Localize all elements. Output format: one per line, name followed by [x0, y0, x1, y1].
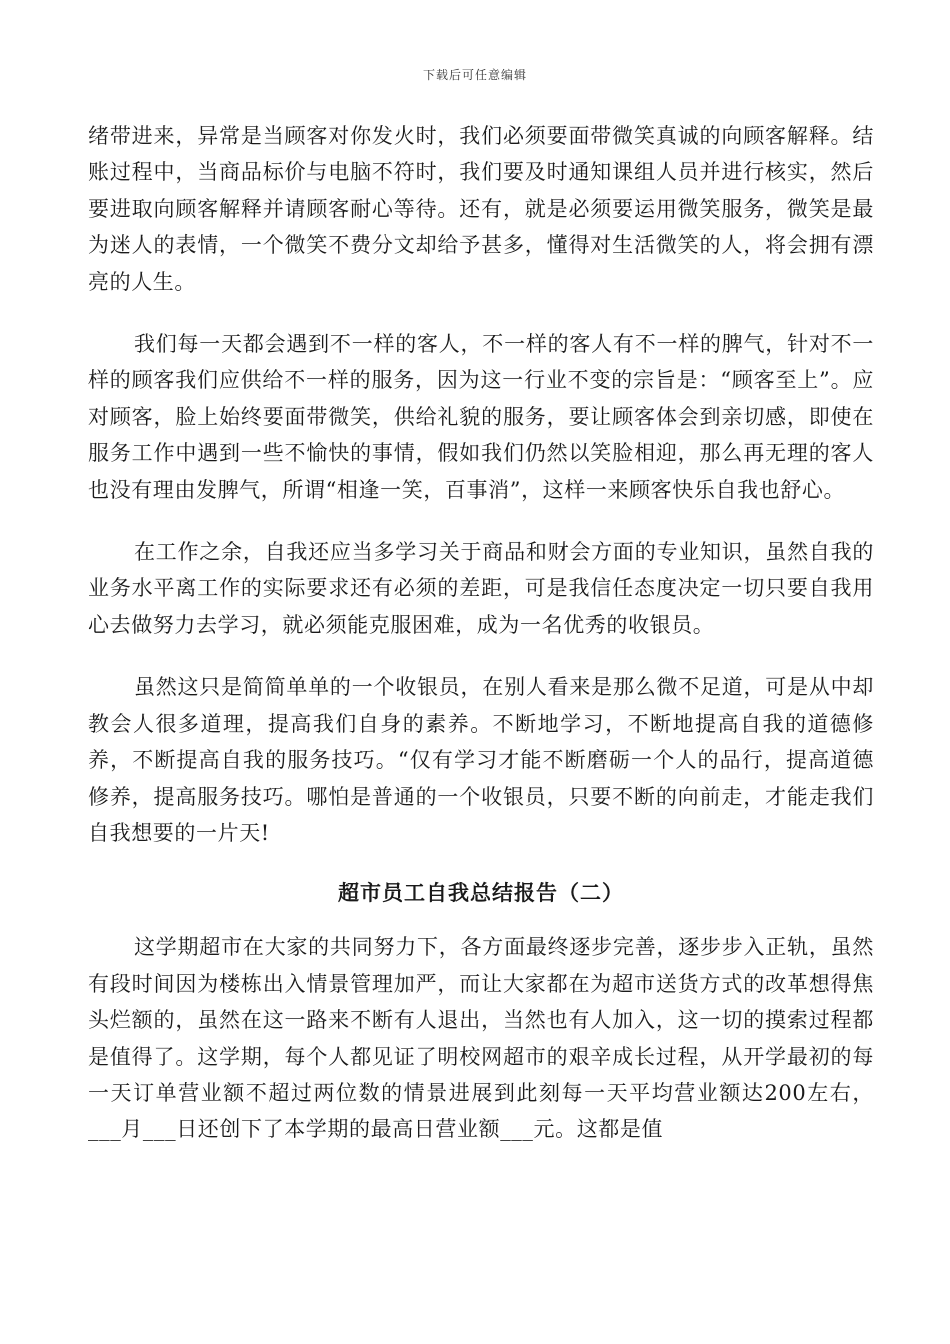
- section-title: 超市员工自我总结报告（二）: [338, 880, 624, 906]
- paragraph-2: 我们每一天都会遇到不一样的客人，不一样的客人有不一样的脾气，针对不一样的顾客我们应供给不一样的服务，因为这一行业不变的宗旨是：“顾客至上”。应对顾客，脸上始终要面带微笑，供给礼貌的服务，要让顾客体会到亲切感，即使在服务工作中遇到一些不愉快的事情，假如我们仍然以笑脸相迎，那么再无理的客人也没有理由发脾气，所谓“相逢一笑，百事消”，这样一来顾客快乐自我也舒心。: [88, 332, 874, 502]
- page-header: 下载后可任意编辑: [422, 68, 527, 82]
- paragraph-4: 虽然这只是简简单单的一个收银员，在别人看来是那么微不足道，可是从中却教会人很多道理，提高我们自身的素养。不断地学习，不断地提高自我的道德修养，不断提高自我的服务技巧。“仅有学习才能不断磨砺一个人的品行，提高道德修养，提高服务技巧。哪怕是普通的一个收银员，只要不断的向前走，才能走我们自我想要的一片天!: [88, 675, 874, 845]
- document-body: [88, 118, 874, 1174]
- section-paragraph: 这学期超市在大家的共同努力下，各方面最终逐步完善，逐步步入正轨，虽然有段时间因为楼栋出入情景管理加严，而让大家都在为超市送货方式的改革想得焦头烂额的，虽然在这一路来不断有人退出，当然也有人加入，这一切的摸索过程都是值得了。这学期，每个人都见证了明校网超市的艰辛成长过程，从开学最初的每一天订单营业额不超过两位数的情景进展到此刻每一天平均营业额达200左右，___月___日还创下了本学期的最高日营业额___元。这都是值: [88, 935, 874, 1142]
- paragraph-3: 在工作之余，自我还应当多学习关于商品和财会方面的专业知识，虽然自我的业务水平离工作的实际要求还有必须的差距，可是我信任态度决定一切只要自我用心去做努力去学习，就必须能克服困难，成为一名优秀的收银员。: [88, 540, 874, 637]
- paragraph-1: 绪带进来，异常是当顾客对你发火时，我们必须要面带微笑真诚的向顾客解释。结账过程中，当商品标价与电脑不符时，我们要及时通知课组人员并进行核实，然后要进取向顾客解释并请顾客耐心等待。还有，就是必须要运用微笑服务，微笑是最为迷人的表情，一个微笑不费分文却给予甚多，懂得对生活微笑的人，将会拥有漂亮的人生。: [88, 124, 874, 294]
